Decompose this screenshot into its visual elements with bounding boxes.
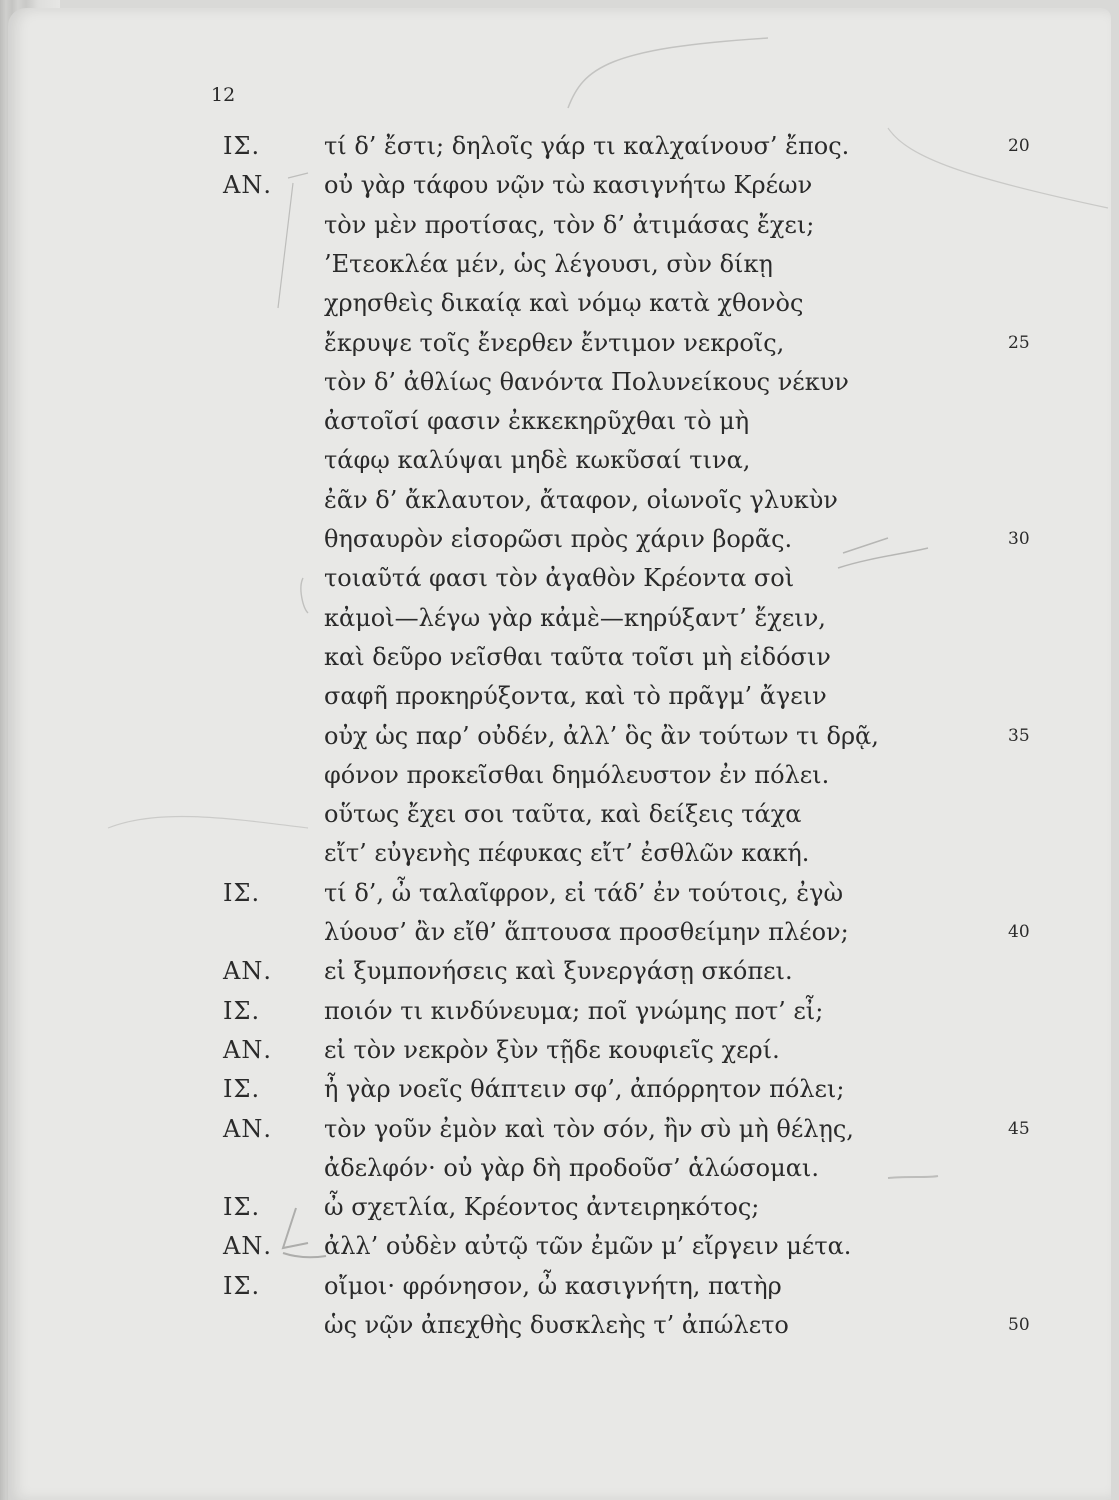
verse-line — [8, 368, 1111, 408]
speaker-label: ΙΣ. — [223, 132, 261, 160]
line-number: 50 — [1008, 1315, 1030, 1335]
speaker-label: ΙΣ. — [223, 996, 261, 1025]
verse-text: οὕτως ἔχει σοι ταῦτα, καὶ δείξεις τάχα — [324, 800, 802, 829]
page-number: 12 — [211, 84, 236, 106]
verse-line — [8, 1036, 1111, 1076]
verse-text: χρησθεὶς δικαίᾳ καὶ νόμῳ κατὰ χθονὸς — [324, 289, 804, 318]
verse-text: θησαυρὸν εἰσορῶσι πρὸς χάριν βορᾶς. — [324, 525, 793, 553]
verse-text: ἀλλ’ οὐδὲν αὐτῷ τῶν ἐμῶν μ’ εἴργειν μέτα. — [324, 1232, 852, 1261]
speaker-label: ΑΝ. — [223, 957, 272, 986]
verse-text: κἀμοὶ—λέγω γὰρ κἀμὲ—κηρύξαντ’ ἔχειν, — [324, 603, 826, 632]
verse-line — [8, 171, 1111, 211]
verse-line — [8, 879, 1111, 919]
line-number: 30 — [1008, 529, 1030, 549]
verse-text: ἀδελφόν· οὐ γὰρ δὴ προδοῦσ’ ἁλώσομαι. — [324, 1153, 819, 1182]
verse-text: ὡς νῷν ἀπεχθὴς δυσκλεὴς τ’ ἀπώλετο — [324, 1311, 789, 1339]
line-number: 20 — [1008, 136, 1030, 156]
verse-line — [8, 839, 1111, 879]
verse-line — [8, 1311, 1111, 1351]
line-number: 25 — [1008, 332, 1030, 353]
verse-line — [8, 329, 1111, 369]
verse-line — [8, 1154, 1111, 1194]
verse-line — [8, 407, 1111, 447]
verse-line — [8, 132, 1111, 172]
verse-line — [8, 1075, 1111, 1115]
verse-text: ’Ετεοκλέα μέν, ὡς λέγουσι, σὺν δίκῃ — [324, 249, 773, 278]
speaker-label: ΑΝ. — [223, 171, 272, 200]
verse-text: τί δ’, ὦ ταλαῖφρον, εἰ τάδ’ ἐν τούτοις, ἐγὼ — [324, 878, 844, 907]
speaker-label: ΑΝ. — [223, 1035, 272, 1064]
verse-text: οὐ γὰρ τάφου νῷν τὼ κασιγνήτω Κρέων — [324, 171, 813, 200]
line-number: 45 — [1008, 1118, 1030, 1139]
verse-text: εἰ ξυμπονήσεις καὶ ξυνεργάσῃ σκόπει. — [324, 957, 793, 986]
verse-line — [8, 997, 1111, 1037]
verse-text: ἐᾶν δ’ ἄκλαυτον, ἄταφον, οἰωνοῖς γλυκὺν — [324, 485, 838, 514]
verse-text: εἴτ’ εὐγενὴς πέφυκας εἴτ’ ἐσθλῶν κακή. — [324, 839, 810, 868]
verse-line — [8, 446, 1111, 486]
speaker-label: ΑΝ. — [223, 1114, 272, 1143]
speaker-label: ΑΝ. — [223, 1232, 272, 1261]
verse-line — [8, 1193, 1111, 1233]
line-number: 35 — [1008, 725, 1030, 746]
verse-line — [8, 957, 1111, 997]
verse-line — [8, 1232, 1111, 1272]
book-page — [8, 8, 1111, 1500]
verse-line — [8, 211, 1111, 251]
speaker-label: ΙΣ. — [223, 1075, 261, 1104]
verse-line — [8, 643, 1111, 683]
verse-text: ἀστοῖσί φασιν ἐκκεκηρῦχθαι τὸ μὴ — [324, 407, 750, 436]
verse-text: ὦ σχετλία, Κρέοντος ἀντειρηκότος; — [324, 1193, 760, 1222]
speaker-label: ΙΣ. — [223, 1193, 261, 1222]
verse-text: τί δ’ ἔστι; δηλοῖς γάρ τι καλχαίνουσ’ ἔπος. — [324, 132, 850, 160]
verse-text: εἰ τὸν νεκρὸν ξὺν τῇδε κουφιεῖς χερί. — [324, 1035, 780, 1064]
verse-text: τάφῳ καλύψαι μηδὲ κωκῦσαί τινα, — [324, 446, 751, 475]
speaker-label: ΙΣ. — [223, 878, 261, 907]
verse-text: ποιόν τι κινδύνευμα; ποῖ γνώμης ποτ’ εἶ; — [324, 996, 824, 1025]
verse-text: τὸν δ’ ἀθλίως θανόντα Πολυνείκους νέκυν — [324, 367, 849, 396]
verse-text: καὶ δεῦρο νεῖσθαι ταῦτα τοῖσι μὴ εἰδόσιν — [324, 642, 831, 671]
verse-text: τοιαῦτά φασι τὸν ἀγαθὸν Κρέοντα σοὶ — [324, 564, 795, 593]
verse-line — [8, 918, 1111, 958]
verse-line — [8, 682, 1111, 722]
verse-line — [8, 486, 1111, 526]
speaker-label: ΙΣ. — [223, 1271, 261, 1300]
verse-line — [8, 1115, 1111, 1155]
verse-text: ἔκρυψε τοῖς ἔνερθεν ἔντιμον νεκροῖς, — [324, 328, 785, 357]
verse-text: τὸν γοῦν ἐμὸν καὶ τὸν σόν, ἢν σὺ μὴ θέλῃς, — [324, 1114, 854, 1143]
verse-line — [8, 525, 1111, 565]
verse-text: ἦ γὰρ νοεῖς θάπτειν σφ’, ἀπόρρητον πόλει; — [324, 1075, 845, 1104]
verse-text: οὐχ ὡς παρ’ οὐδέν, ἀλλ’ ὃς ἂν τούτων τι δρᾷ, — [324, 721, 879, 750]
verse-text: οἴμοι· φρόνησον, ὦ κασιγνήτη, πατὴρ — [324, 1271, 782, 1300]
verse-line — [8, 250, 1111, 290]
verse-text: φόνον προκεῖσθαι δημόλευστον ἐν πόλει. — [324, 760, 830, 789]
verse-text: σαφῆ προκηρύξοντα, καὶ τὸ πρᾶγμ’ ἄγειν — [324, 682, 827, 711]
verse-text: τὸν μὲν προτίσας, τὸν δ’ ἀτιμάσας ἔχει; — [324, 210, 815, 239]
verse-line — [8, 564, 1111, 604]
line-number: 40 — [1008, 922, 1030, 942]
verse-line — [8, 800, 1111, 840]
verse-line — [8, 761, 1111, 801]
verse-line — [8, 1272, 1111, 1312]
verse-line — [8, 289, 1111, 329]
verse-line — [8, 722, 1111, 762]
verse-line — [8, 604, 1111, 644]
verse-text: λύουσ’ ἂν εἴθ’ ἅπτουσα προσθείμην πλέον; — [324, 918, 849, 946]
